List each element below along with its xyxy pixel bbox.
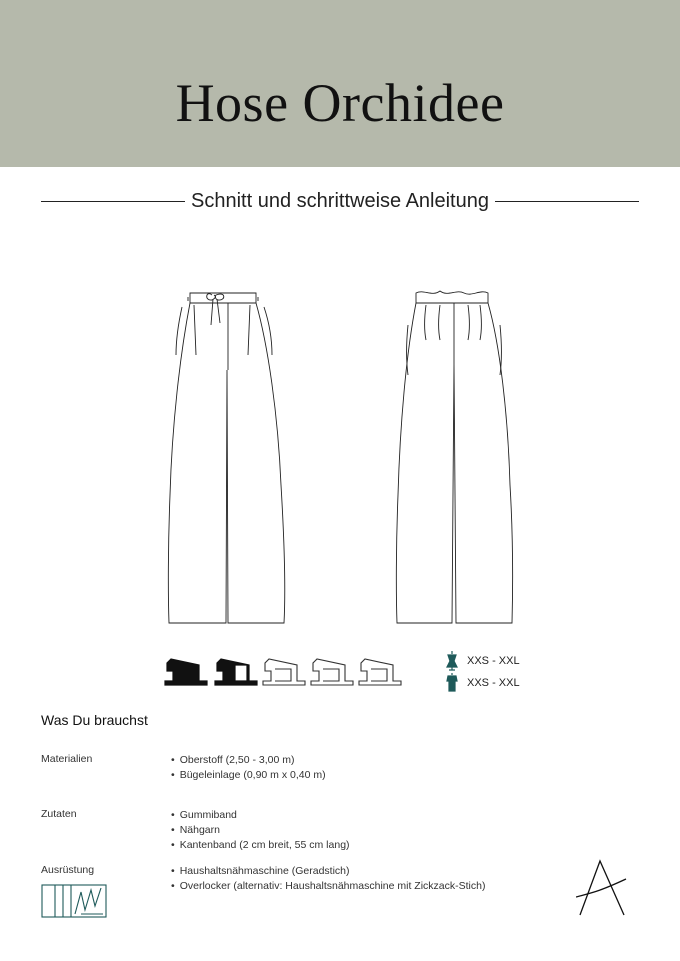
- size-label: XXS - XXL: [467, 677, 520, 689]
- trousers-front-view: [168, 293, 284, 623]
- size-row: [445, 672, 520, 694]
- list-item: • Haushaltsnähmaschine (Geradstich): [171, 864, 485, 879]
- sewing-machine-icon: [215, 659, 257, 685]
- page-subtitle: Schnitt und schrittweise Anleitung: [191, 189, 489, 212]
- materials-label: Materialien: [41, 753, 93, 765]
- header-banner: [0, 0, 680, 167]
- dress-form-icon: [445, 651, 459, 671]
- divider-right: [495, 201, 639, 202]
- notions-list: [171, 808, 350, 853]
- sewing-machine-icon: [165, 659, 207, 685]
- list-item: • Gummiband: [171, 808, 350, 823]
- sewing-stitch-icon: [41, 884, 107, 918]
- list-item: • Oberstoff (2,50 - 3,00 m): [171, 753, 326, 768]
- materials-list: [171, 753, 326, 783]
- list-item: • Nähgarn: [171, 823, 350, 838]
- size-label: XXS - XXL: [467, 655, 520, 667]
- shirt-form-icon: [445, 673, 459, 693]
- difficulty-rating: [163, 653, 403, 689]
- divider-left: [41, 201, 185, 202]
- list-item: • Bügeleinlage (0,90 m x 0,40 m): [171, 768, 326, 783]
- sewing-machine-icon: [311, 659, 353, 685]
- page-title: Hose Orchidee: [175, 73, 505, 133]
- equipment-label: Ausrüstung: [41, 864, 95, 876]
- list-item: • Kantenband (2 cm breit, 55 cm lang): [171, 838, 350, 853]
- size-row: [445, 650, 520, 672]
- equipment-list: [171, 864, 485, 894]
- sewing-machine-icon: [359, 659, 401, 685]
- subtitle-row: [41, 187, 639, 215]
- size-range: [445, 650, 520, 694]
- sewing-machine-icon: [263, 659, 305, 685]
- brand-logo: [576, 857, 628, 919]
- notions-label: Zutaten: [41, 808, 77, 820]
- trousers-back-view: [396, 291, 512, 623]
- requirements-title: Was Du brauchst: [41, 712, 148, 728]
- trousers-technical-drawing: [160, 285, 540, 631]
- list-item: • Overlocker (alternativ: Haushaltsnähmaschine mit Zickzack-Stich): [171, 879, 485, 894]
